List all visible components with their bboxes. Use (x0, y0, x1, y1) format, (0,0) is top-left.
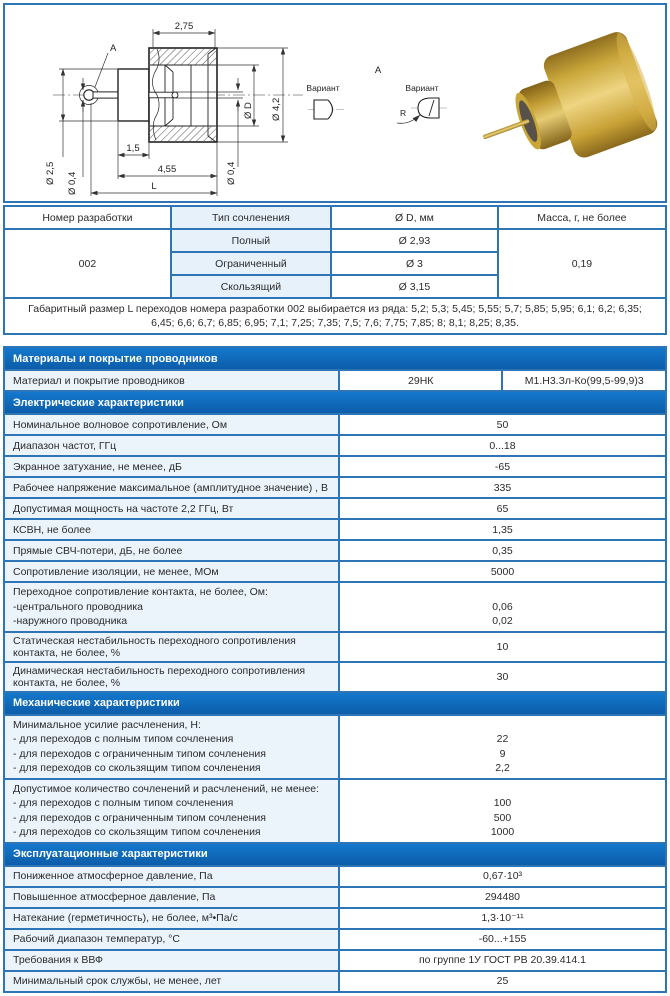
summary-table (3, 205, 667, 335)
connector-photo (465, 28, 664, 188)
spec-value-line: 0,02 (492, 615, 513, 627)
spec-label: Допустимая мощность на частоте 2,2 ГГц, Вт (4, 498, 339, 519)
spec-label-line: Допустимое количество сочленений и расчленений, не менее: (13, 782, 320, 795)
dim-right-d: Ø D (243, 102, 254, 119)
spec-row (4, 561, 666, 582)
spec-row (4, 456, 666, 477)
spec-value (339, 582, 666, 632)
spec-label: Пониженное атмосферное давление, Па (4, 866, 339, 887)
spec-label: Статическая нестабильность переходного сопротивления контакта, не более, % (4, 632, 339, 662)
spec-row (4, 887, 666, 908)
spec-label: Рабочее напряжение максимальное (амплитудное значение) , В (4, 477, 339, 498)
spec-label: Повышенное атмосферное давление, Па (4, 887, 339, 908)
dev-number-cell: 002 (4, 229, 171, 298)
spec-value: 1,3·10⁻¹¹ (339, 908, 666, 929)
variant2-label: Вариант (405, 83, 439, 93)
center-contact-tip (172, 92, 178, 98)
spec-label: Динамическая нестабильность переходного сопротивления контакта, не более, % (4, 662, 339, 692)
spec-label: Прямые СВЧ-потери, дБ, не более (4, 540, 339, 561)
section-mechanical: Механические характеристики (4, 692, 666, 715)
section-operational: Эксплуатационные характеристики (4, 843, 666, 866)
spec-row (4, 950, 666, 971)
spec-row (4, 779, 666, 843)
coupling-type-cell: Полный (171, 229, 331, 252)
radius-label: R (400, 108, 407, 118)
spec-label-line: - для переходов с полным типом сочленения (13, 797, 234, 809)
spec-value: 0,67·10³ (339, 866, 666, 887)
spec-value-line: 100 (493, 797, 512, 809)
spec-value: 25 (339, 971, 666, 992)
spec-label (4, 779, 339, 843)
spec-label-line: - для переходов с полным типом сочленения (13, 733, 234, 745)
spec-value: 294480 (339, 887, 666, 908)
spec-row (4, 414, 666, 435)
variant1-label: Вариант (306, 83, 340, 93)
center-contact (149, 92, 173, 98)
table-row (4, 229, 666, 252)
section-materials: Материалы и покрытие проводников (4, 347, 666, 370)
spec-row (4, 498, 666, 519)
header-coupling-type: Тип сочленения (171, 206, 331, 229)
dim-right-outer: Ø 4,2 (271, 97, 282, 121)
spacer (3, 335, 667, 346)
spec-label: Рабочий диапазон температур, °С (4, 929, 339, 950)
spec-row (4, 632, 666, 662)
spec-value: по группе 1У ГОСТ РВ 20.39.414.1 (339, 950, 666, 971)
dim-left-pin: Ø 0,4 (67, 171, 78, 195)
pin-rod (93, 92, 119, 98)
spec-value-line: 2,2 (495, 762, 510, 774)
spec-label-line: -наружного проводника (13, 615, 128, 627)
header-diameter: Ø D, мм (331, 206, 498, 229)
callout-label: A (110, 43, 117, 54)
spec-value-line: 0,06 (492, 600, 513, 613)
spec-label: КСВН, не более (4, 519, 339, 540)
length-note: Габаритный размер L переходов номера разработки 002 выбирается из ряда: 5,2; 5,3; 5,45; 5,55; 5,7; 5,85; 5,95; 6,1; 6,2; 6,35; 6,45; 6,6; 6,7; 6,85; 6,95; 7,1; 7,25; 7,35; 7,5; 7,6; 7,75; 7,85; 8; 8,1; 8,25; 8,35. (4, 298, 666, 334)
mass-cell: 0,19 (498, 229, 666, 298)
spec-value-line: 1000 (490, 826, 515, 838)
spec-value: -60...+155 (339, 929, 666, 950)
diameter-cell: Ø 2,93 (331, 229, 498, 252)
spec-value: -65 (339, 456, 666, 477)
spec-value: 50 (339, 414, 666, 435)
coupling-type-cell: Скользящий (171, 275, 331, 298)
spec-value (339, 779, 666, 843)
spec-label-line: -центрального проводника (13, 600, 143, 613)
spec-label: Материал и покрытие проводников (4, 370, 339, 391)
spec-row (4, 435, 666, 456)
spec-label: Требования к ВВФ (4, 950, 339, 971)
hatch-top (150, 49, 216, 65)
section-electrical: Электрические характеристики (4, 391, 666, 414)
spec-row (4, 908, 666, 929)
spec-row (4, 715, 666, 779)
spec-row (4, 866, 666, 887)
header-dev-number: Номер разработки (4, 206, 171, 229)
spec-label: Минимальный срок службы, не менее, лет (4, 971, 339, 992)
spec-value: 29НК (339, 370, 503, 391)
specs-table (3, 346, 667, 993)
spec-row (4, 519, 666, 540)
spec-row (4, 540, 666, 561)
technical-drawing (5, 5, 665, 201)
spec-value-line (348, 782, 657, 797)
spec-label-line: Переходное сопротивление контакта, не более, Ом: (13, 586, 268, 598)
spec-row (4, 971, 666, 992)
spec-label: Сопротивление изоляции, не менее, МОм (4, 561, 339, 582)
spec-label-line: Минимальное усилие расчленения, Н: (13, 718, 201, 731)
hatch-bottom (150, 126, 216, 141)
drawing-panel (3, 3, 667, 203)
spec-label (4, 582, 339, 632)
spec-row (4, 582, 666, 632)
coupling-type-cell: Ограниченный (171, 252, 331, 275)
spec-row (4, 477, 666, 498)
spec-value-line: 9 (499, 747, 506, 760)
spec-value: 0...18 (339, 435, 666, 456)
spec-label: Диапазон частот, ГГц (4, 435, 339, 456)
spec-value: 335 (339, 477, 666, 498)
spec-value-line (348, 585, 657, 600)
spec-label: Номинальное волновое сопротивление, Ом (4, 414, 339, 435)
diameter-cell: Ø 3 (331, 252, 498, 275)
spec-row (4, 370, 666, 391)
view-label: А (374, 65, 382, 76)
spec-label (4, 715, 339, 779)
dim-body: 4,55 (157, 164, 177, 175)
dim-step: 1,5 (126, 143, 140, 154)
dim-top-width: 2,75 (174, 21, 194, 32)
spec-value: 5000 (339, 561, 666, 582)
spec-row (4, 662, 666, 692)
spec-value-line (348, 718, 657, 733)
variant-views (306, 65, 449, 123)
dim-left-outer: Ø 2,5 (45, 161, 56, 185)
spec-row (4, 929, 666, 950)
spec-value (339, 715, 666, 779)
spec-label-line: - для переходов с ограниченным типом сочленения (13, 811, 266, 824)
summary-header-row (4, 206, 666, 229)
spec-label: Натекание (герметичность), не более, м³•Па/с (4, 908, 339, 929)
spec-value-line: 500 (493, 811, 512, 824)
note-row (4, 298, 666, 334)
diameter-cell: Ø 3,15 (331, 275, 498, 298)
inner-cylinder (118, 69, 149, 121)
spec-label-line: - для переходов со скользящим типом сочленения (13, 762, 261, 774)
spec-value: 0,35 (339, 540, 666, 561)
dim-total-length: L (151, 181, 157, 192)
spec-value: 65 (339, 498, 666, 519)
spec-value: 1,35 (339, 519, 666, 540)
spec-value: М1.Н3.Зл-Ко(99,5-99,9)3 (502, 370, 666, 391)
spec-value-line: 22 (496, 733, 509, 745)
spec-value: 30 (339, 662, 666, 692)
header-mass: Масса, г, не более (498, 206, 666, 229)
spec-label: Экранное затухание, не менее, дБ (4, 456, 339, 477)
dim-right-pin: Ø 0,4 (226, 161, 237, 185)
spec-value: 10 (339, 632, 666, 662)
spec-label-line: - для переходов со скользящим типом сочленения (13, 826, 261, 838)
spec-label-line: - для переходов с ограниченным типом сочленения (13, 747, 266, 760)
